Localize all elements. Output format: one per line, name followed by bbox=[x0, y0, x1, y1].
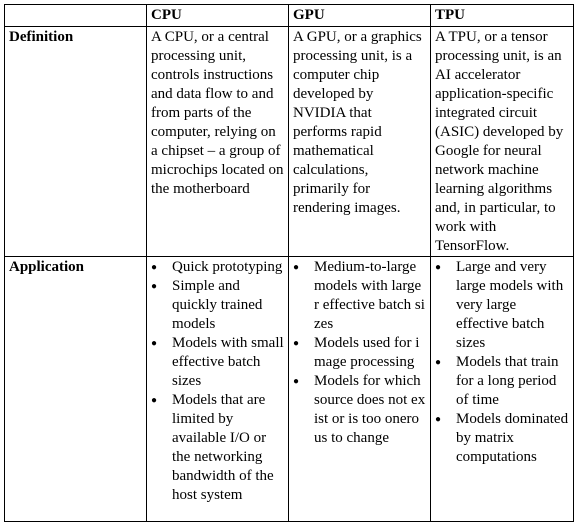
list-item: ● Models that train for a long period of time bbox=[435, 353, 569, 410]
gpu-definition-cell: A GPU, or a graphics processing unit, is a computer chip developed by NVIDIA that performs rapid mathematical calculations, primarily for rendering images. bbox=[289, 27, 431, 257]
cpu-application-list bbox=[151, 258, 284, 505]
list-item: ● Models dominated by matrix computations bbox=[435, 410, 569, 467]
list-item: ● Medium-to-large models with larger effective batch sizes bbox=[293, 258, 426, 334]
tpu-application-cell bbox=[431, 257, 574, 522]
header-cell-tpu: TPU bbox=[431, 5, 574, 27]
list-item: ● Models with small effective batch sizes bbox=[151, 334, 284, 391]
comparison-table bbox=[4, 4, 574, 522]
row-label-definition: Definition bbox=[5, 27, 147, 257]
list-item: ● Models for which source does not exist or is too onerous to change bbox=[293, 372, 426, 448]
application-row bbox=[5, 257, 574, 522]
cpu-definition-cell: A CPU, or a central processing unit, controls instructions and data flow to and from parts of the computer, relying on a chipset – a group of microchips located on the motherboard bbox=[147, 27, 289, 257]
gpu-application-list bbox=[293, 258, 426, 448]
list-item: ● Large and very large models with very large effective batch sizes bbox=[435, 258, 569, 353]
list-item: ● Models that are limited by available I/O or the networking bandwidth of the host system bbox=[151, 391, 284, 505]
cpu-application-cell bbox=[147, 257, 289, 522]
header-cell-cpu: CPU bbox=[147, 5, 289, 27]
list-item: ● Models used for image processing bbox=[293, 334, 426, 372]
row-label-application: Application bbox=[5, 257, 147, 522]
header-row bbox=[5, 5, 574, 27]
definition-row bbox=[5, 27, 574, 257]
header-cell-gpu: GPU bbox=[289, 5, 431, 27]
header-cell-empty bbox=[5, 5, 147, 27]
tpu-definition-cell: A TPU, or a tensor processing unit, is an AI accelerator application-specific integrated circuit (ASIC) developed by Google for neural network machine learning algorithms and, in particular, to work with TensorFlow. bbox=[431, 27, 574, 257]
list-item: ● Simple and quickly trained models bbox=[151, 277, 284, 334]
tpu-application-list bbox=[435, 258, 569, 467]
list-item: ● Quick prototyping bbox=[151, 258, 284, 277]
gpu-application-cell bbox=[289, 257, 431, 522]
